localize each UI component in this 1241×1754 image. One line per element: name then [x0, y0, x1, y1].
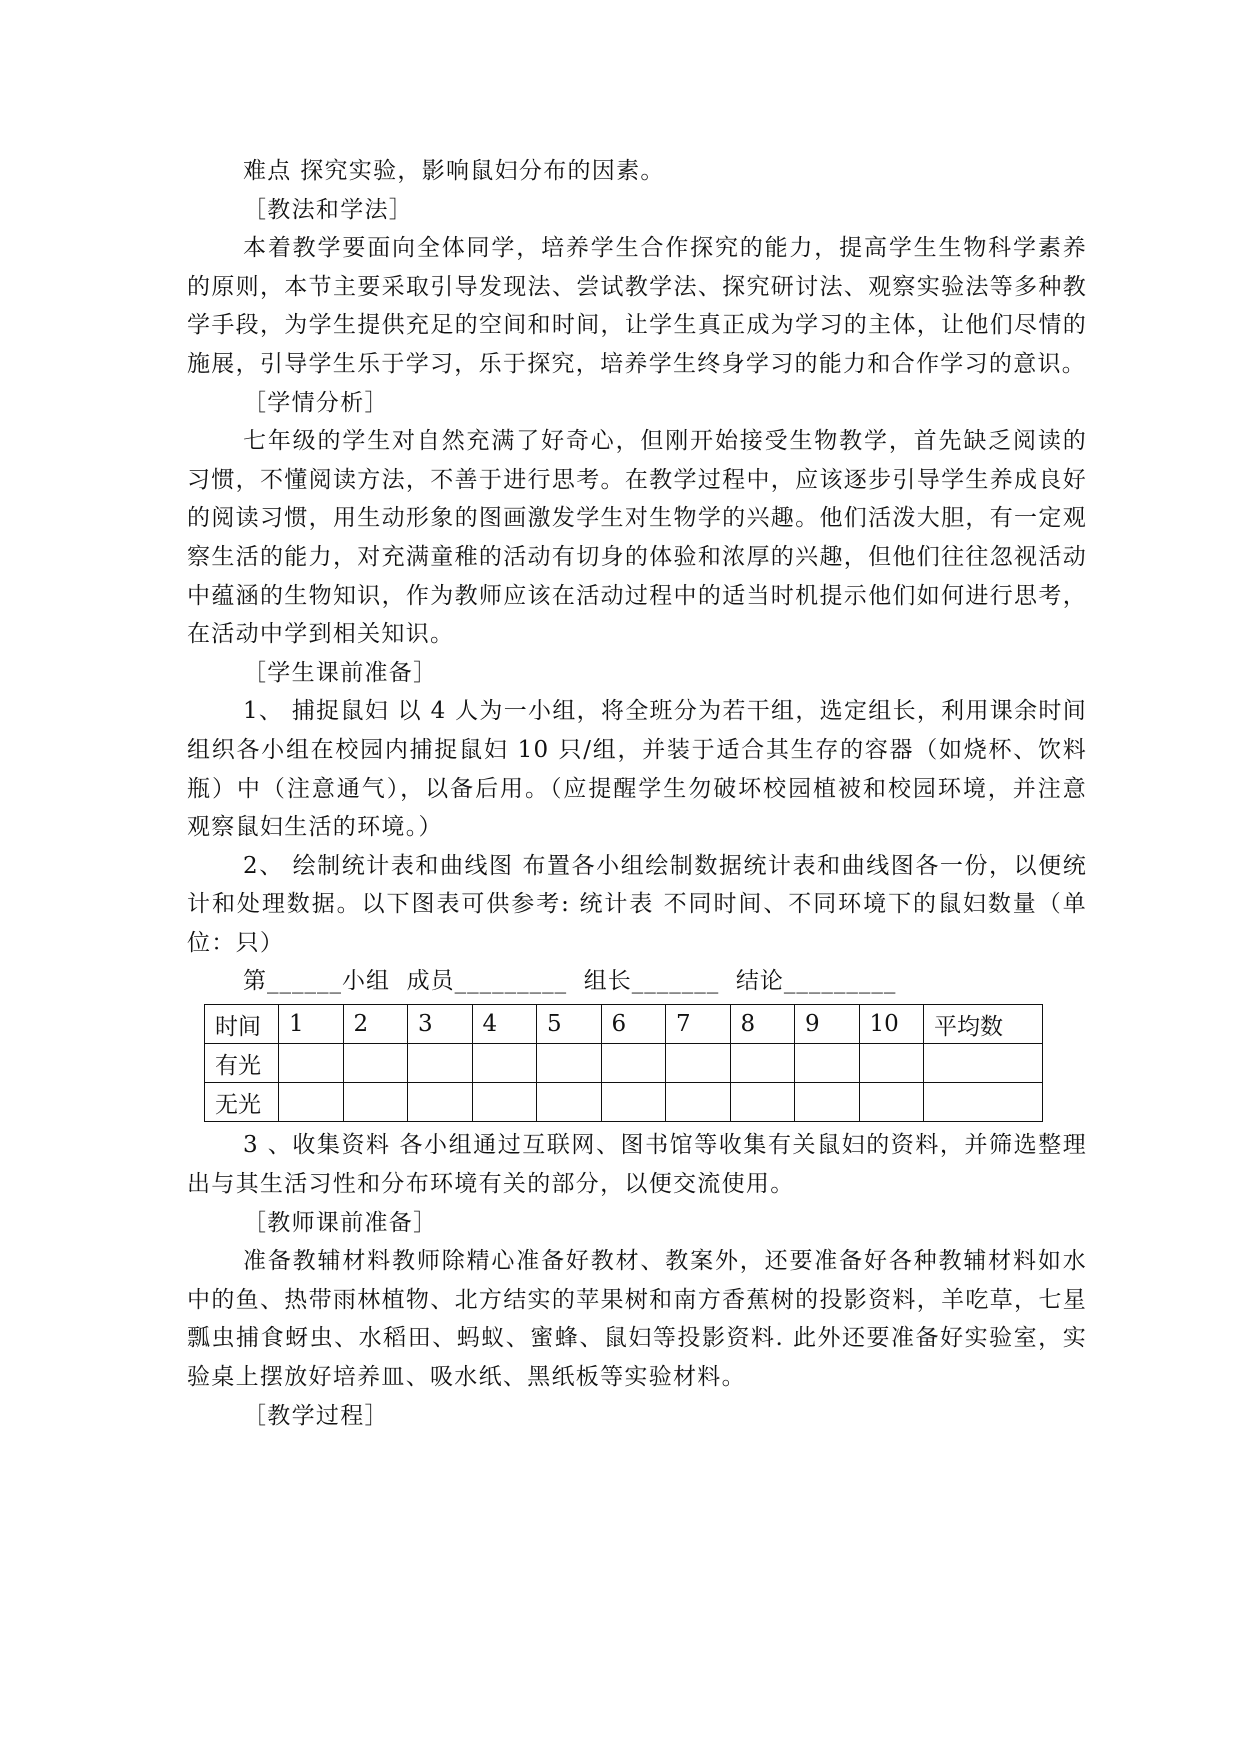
table-cell: 时间	[205, 1005, 279, 1044]
table-row	[205, 1083, 1043, 1122]
section-heading: 难点 探究实验，影响鼠妇分布的因素。	[243, 158, 665, 184]
table-cell	[343, 1044, 408, 1083]
section-heading: ［教师课前准备］	[243, 1209, 438, 1236]
table-header-row	[205, 1005, 1043, 1044]
section-heading: ［教学过程］	[243, 1402, 389, 1429]
table-cell	[924, 1044, 1043, 1083]
document-page	[187, 152, 1087, 1435]
table-cell: 7	[666, 1005, 731, 1044]
table-cell: 4	[472, 1005, 537, 1044]
section-paragraph: 2、 绘制统计表和曲线图 布置各小组绘制数据统计表和曲线图各一份，以便统计和处理数据。以下图表可供参考: 统计表 不同时间、不同环境下的鼠妇数量（单位：只）	[187, 852, 1087, 956]
table-row	[205, 1044, 1043, 1083]
section-heading: ［学生课前准备］	[243, 659, 438, 686]
table-cell	[601, 1083, 666, 1122]
table-cell: 3	[408, 1005, 473, 1044]
table-cell: 1	[279, 1005, 344, 1044]
table-cell	[666, 1044, 731, 1083]
document-body-bottom	[187, 1126, 1087, 1435]
table-cell	[472, 1083, 537, 1122]
woodlouse-count-table	[204, 1004, 1043, 1122]
table-cell	[730, 1044, 795, 1083]
table-cell	[279, 1044, 344, 1083]
group-info-line: 第______小组 成员_________ 组长_______ 结论_________	[243, 968, 897, 995]
table-cell	[408, 1083, 473, 1122]
section-heading: ［教法和学法］	[243, 196, 414, 223]
table-cell	[795, 1083, 860, 1122]
table-cell: 6	[601, 1005, 666, 1044]
table-cell: 10	[859, 1005, 924, 1044]
table-cell	[537, 1083, 602, 1122]
table-cell	[343, 1083, 408, 1122]
table-cell	[601, 1044, 666, 1083]
table-cell	[666, 1083, 731, 1122]
table-cell: 5	[537, 1005, 602, 1044]
table-cell	[279, 1083, 344, 1122]
table-cell	[859, 1083, 924, 1122]
table-cell	[408, 1044, 473, 1083]
table-cell: 8	[730, 1005, 795, 1044]
table-cell: 9	[795, 1005, 860, 1044]
table-cell: 有光	[205, 1044, 279, 1083]
section-paragraph: 3 、收集资料 各小组通过互联网、图书馆等收集有关鼠妇的资料，并筛选整理出与其生活习性和分布环境有关的部分，以便交流使用。	[187, 1132, 1087, 1198]
section-paragraph: 本着教学要面向全体同学，培养学生合作探究的能力，提高学生生物科学素养的原则，本节主要采取引导发现法、尝试教学法、探究研讨法、观察实验法等多种教学手段，为学生提供充足的空间和时间，让学生真正成为学习的主体，让他们尽情的施展，引导学生乐于学习，乐于探究，培养学生终身学习的能力和合作学习的意识。	[187, 235, 1087, 377]
section-heading: ［学情分析］	[243, 389, 389, 416]
table-cell	[795, 1044, 860, 1083]
table-cell	[730, 1083, 795, 1122]
section-paragraph: 准备教辅材料教师除精心准备好教材、教案外，还要准备好各种教辅材料如水中的鱼、热带雨林植物、北方结实的苹果树和南方香蕉树的投影资料，羊吃草，七星瓢虫捕食蚜虫、水稻田、蚂蚁、蜜蜂、鼠妇等投影资料. 此外还要准备好实验室，实验桌上摆放好培养皿、吸水纸、黑纸板等实验材料。	[187, 1248, 1087, 1391]
table-cell: 2	[343, 1005, 408, 1044]
section-paragraph: 1、 捕捉鼠妇 以 4 人为一小组，将全班分为若干组，选定组长，利用课余时间组织各小组在校园内捕捉鼠妇 10 只/组，并装于适合其生存的容器（如烧杯、饮料瓶）中（注意通气），以备后用。（应提醒学生勿破坏校园植被和校园环境，并注意观察鼠妇生活的环境。）	[187, 698, 1087, 841]
section-paragraph: 七年级的学生对自然充满了好奇心，但刚开始接受生物教学，首先缺乏阅读的习惯，不懂阅读方法，不善于进行思考。在教学过程中，应该逐步引导学生养成良好的阅读习惯，用生动形象的图画激发学生对生物学的兴趣。他们活泼大胆，有一定观察生活的能力，对充满童稚的活动有切身的体验和浓厚的兴趣，但他们往往忽视活动中蕴涵的生物知识，作为教师应该在活动过程中的适当时机提示他们如何进行思考，在活动中学到相关知识。	[187, 428, 1087, 648]
table-cell	[537, 1044, 602, 1083]
table-cell	[472, 1044, 537, 1083]
table-cell	[924, 1083, 1043, 1122]
table-cell: 无光	[205, 1083, 279, 1122]
document-body-top	[187, 152, 1087, 962]
table-cell	[859, 1044, 924, 1083]
table-cell: 平均数	[924, 1005, 1043, 1044]
